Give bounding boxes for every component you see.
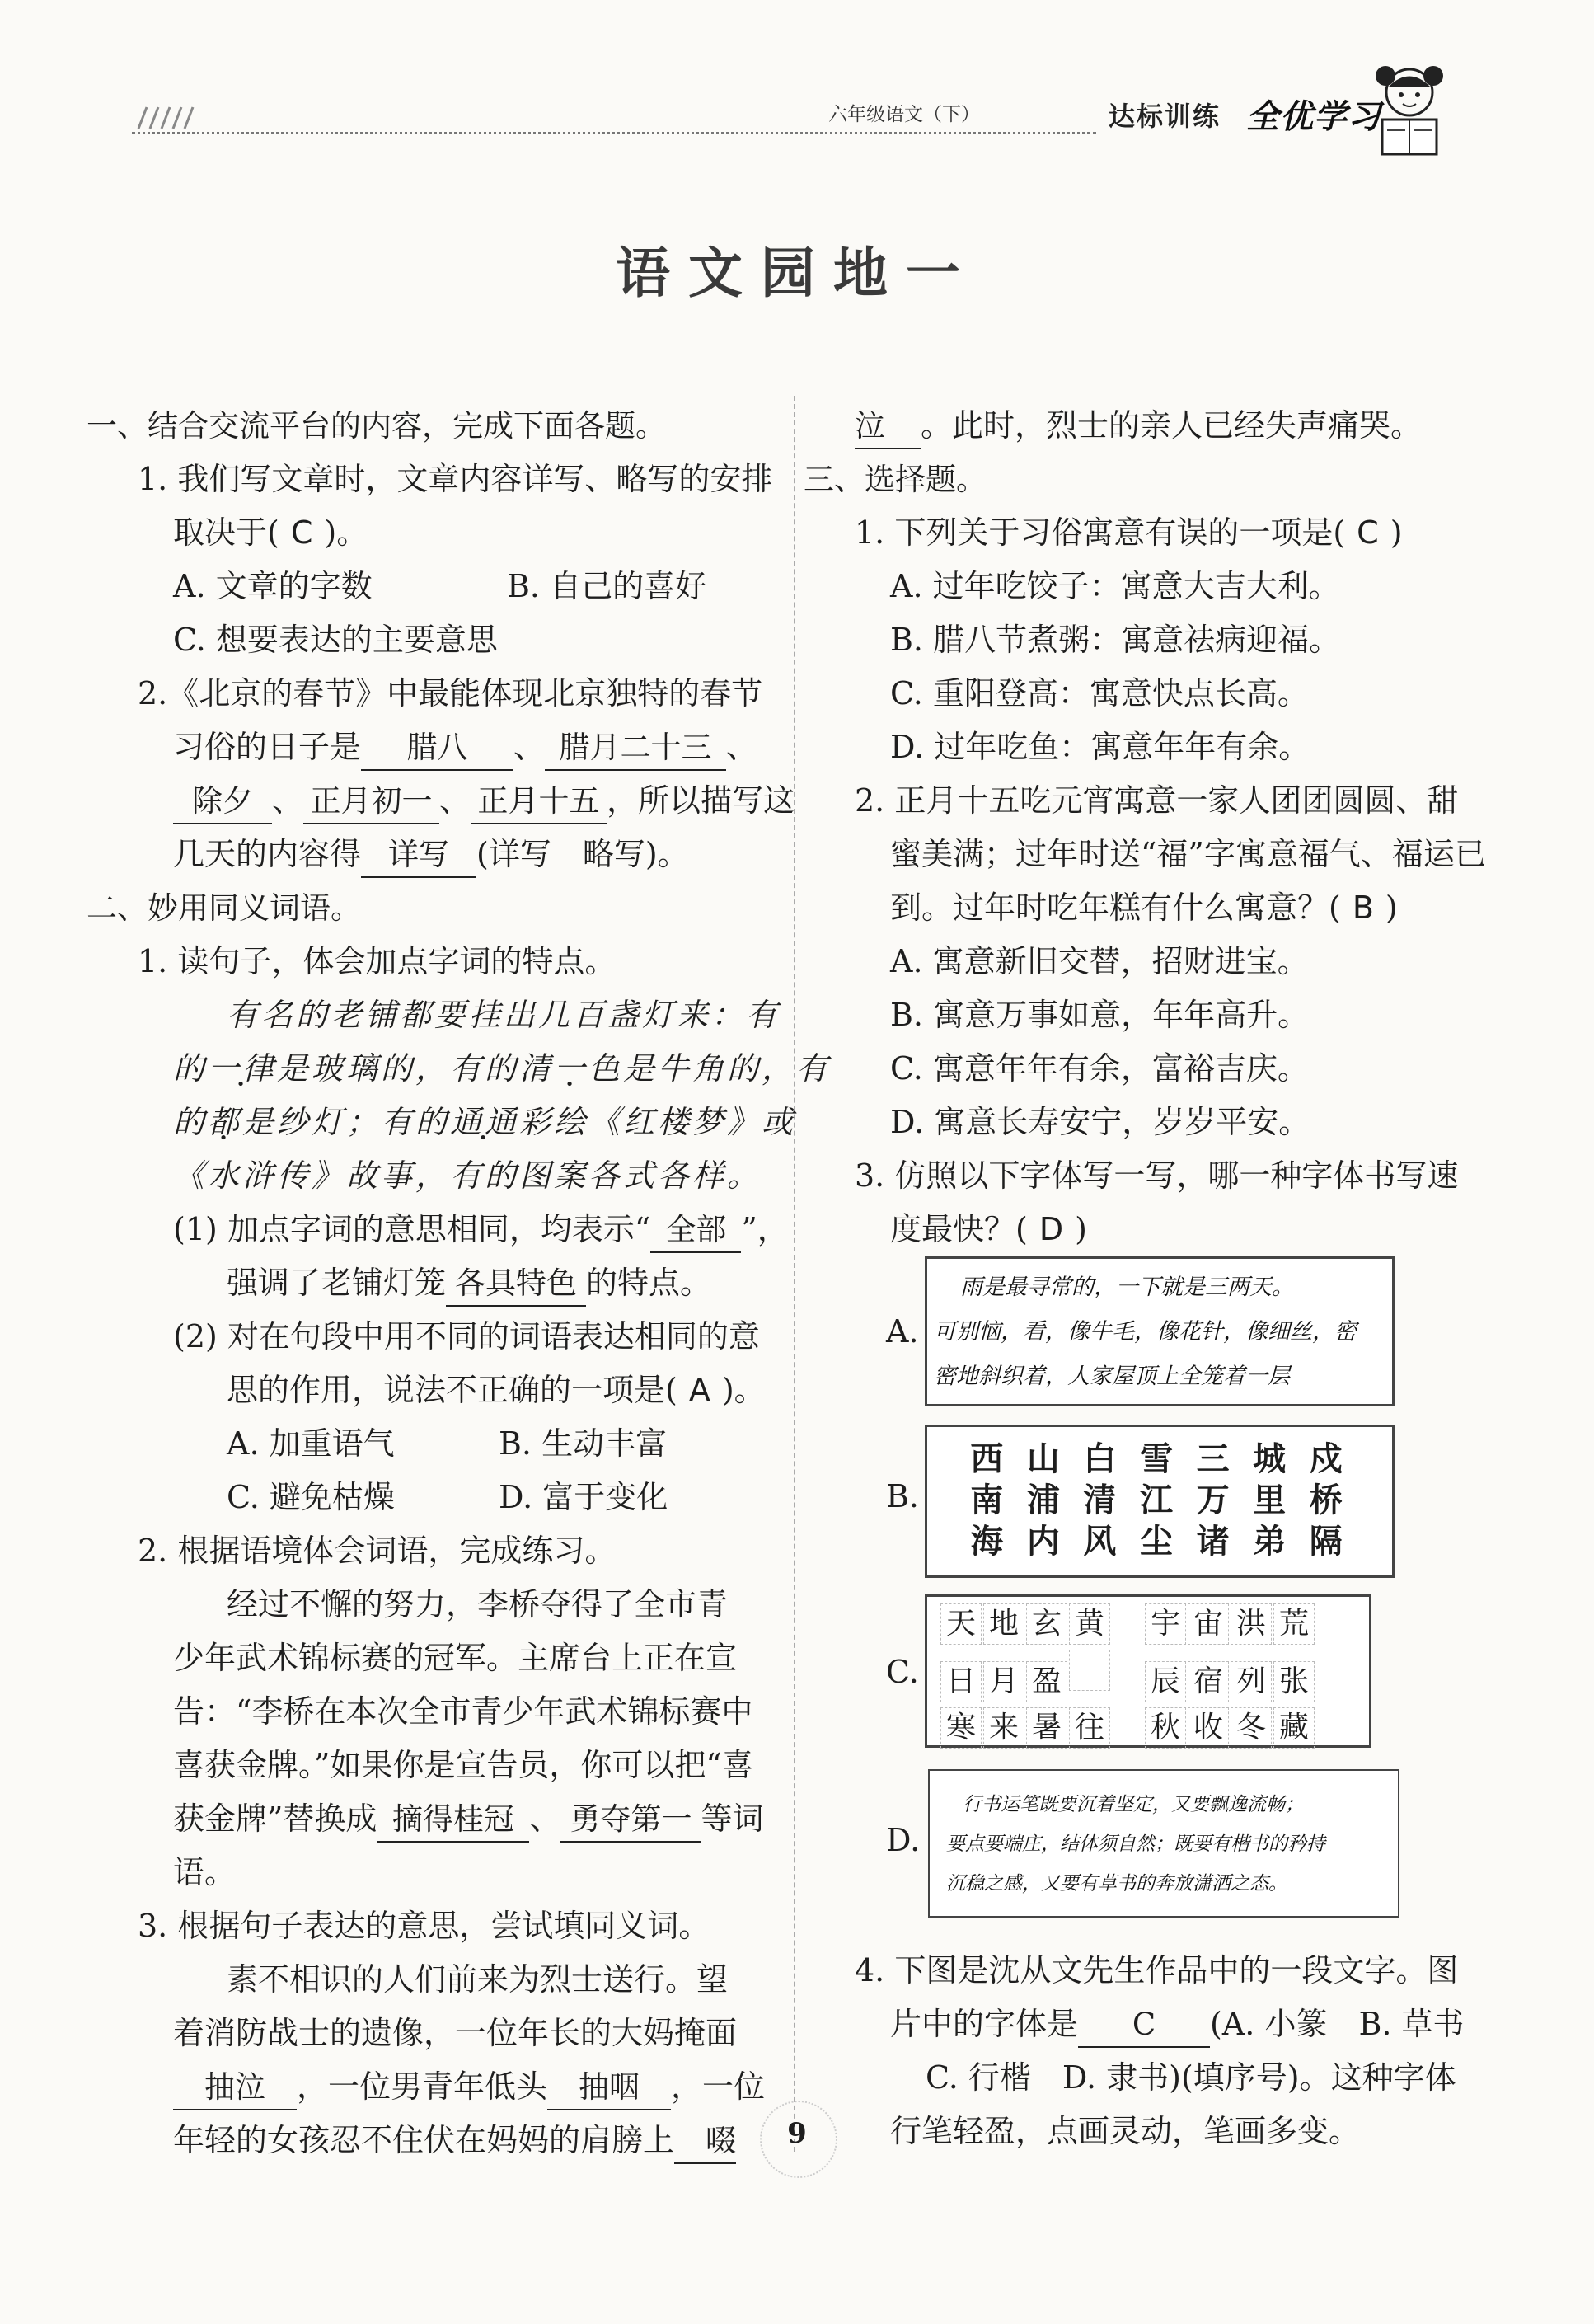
c1-option-c: C. 重阳登高：寓意快点长高。 [890, 675, 1309, 711]
sample-c-char: 宇 [1145, 1603, 1186, 1645]
header-subject: 六年级语文（下） [828, 104, 980, 125]
s2q2-title: 2. 根据语境体会词语，完成练习。 [138, 1533, 617, 1569]
sub1-text: (1) 加点字词的意思相同，均表示“ [173, 1211, 651, 1247]
c2-option-b: B. 寓意万事如意，年年高升。 [890, 997, 1310, 1033]
passage-text: 是玻璃的，有的 [277, 1050, 520, 1087]
sample-c-char: 宙 [1188, 1603, 1229, 1645]
sample-c-char: 玄 [1026, 1603, 1067, 1645]
section2-heading: 二、妙用同义词语。 [87, 890, 361, 926]
q2-line2: 习俗的日子是 腊八 、 腊月二十三 、 [87, 721, 783, 774]
sample-c-row [940, 1650, 1316, 1702]
s2q3-title: 3. 根据句子表达的意思，尝试填同义词。 [138, 1908, 710, 1944]
sample-b-char: 三 [1196, 1440, 1230, 1478]
sample-c-char: 寒 [940, 1707, 982, 1749]
sub1-line1 [87, 1203, 789, 1256]
sample-a-line2: 可别恼，看，像牛毛，像花针，像细丝，密 [934, 1319, 1357, 1345]
sample-b-char: 里 [1253, 1481, 1287, 1519]
q2-text-2: ，所以描写这 [607, 782, 795, 819]
c3-line1: 3. 仿照以下字体写一写，哪一种字体书写速 [855, 1157, 1459, 1194]
dotted-word-3: 都 [208, 1104, 243, 1140]
q2-blank-1: 腊八 [361, 726, 513, 771]
c2-line1: 2. 正月十五吃元宵寓意一家人团团圆圆、甜 [855, 782, 1459, 819]
sample-c-grid [940, 1603, 1316, 1754]
page-title: 语文园地一 [616, 242, 978, 305]
page-number: 9 [787, 2117, 807, 2150]
c2-line3 [804, 881, 1471, 935]
q2-text: 习俗的日子是 [173, 729, 362, 765]
q1-option-c: C. 想要表达的主要意思 [173, 622, 498, 658]
fill-line2: 着消防战士的遗像，一位年长的大妈掩面 [173, 2015, 738, 2051]
sample-b-char: 桥 [1309, 1481, 1343, 1519]
font-sample-d [928, 1769, 1399, 1918]
image-d-label: D. [886, 1822, 921, 1858]
passage-line1: 有名的老铺都要挂出几百盏灯来：有 [227, 997, 781, 1033]
c2-option-d: D. 寓意长寿安宁，岁岁平安。 [890, 1104, 1310, 1140]
q2-blank-6: 详写 [361, 833, 476, 878]
passage-text: 的 [173, 1050, 209, 1087]
sub1-line2 [87, 1256, 783, 1310]
passage-line2 [87, 1042, 832, 1096]
q1-answer: C [290, 514, 313, 551]
ctx-line2: 少年武术锦标赛的冠军。主席台上正在宣 [173, 1640, 738, 1676]
sub2-answer: A [688, 1372, 710, 1408]
c1-answer: C [1357, 514, 1379, 551]
ctx-line4: 喜获金牌。”如果你是宣告员，你可以把“喜 [173, 1747, 753, 1783]
c1-option-b: B. 腊八节煮粥：寓意祛病迎福。 [890, 622, 1341, 658]
sample-c-row [940, 1603, 1316, 1645]
c2-text: 到。过年时吃年糕有什么寓意？( [890, 890, 1341, 926]
dotted-word-2: 清一色 [519, 1050, 624, 1087]
sub2-option-c: C. 避免枯燥 [227, 1479, 395, 1515]
q1-option-a: A. 文章的字数 [173, 568, 373, 604]
sample-c-char [1069, 1650, 1110, 1691]
sub1-text-2: 强调了老铺灯笼 [227, 1265, 447, 1301]
q1-line2 [87, 506, 783, 560]
c2-answer: B [1352, 890, 1374, 926]
sample-a-line3: 密地斜织着，人家屋顶上全笼着一层 [934, 1364, 1290, 1389]
sample-c-char: 宿 [1188, 1661, 1229, 1702]
ctx-text: 获金牌”替换成 [173, 1801, 377, 1837]
sub2-option-a: A. 加重语气 [227, 1425, 395, 1462]
sample-c-char: 辰 [1145, 1661, 1186, 1702]
q2-text-4: (详写 略写)。 [476, 836, 689, 872]
fill-blank-3-cont: 泣 [855, 405, 921, 449]
sub2-options-ab [87, 1417, 783, 1471]
sub2-option-d: D. 富于变化 [499, 1479, 668, 1515]
sub1-text-end: ”， [741, 1211, 789, 1247]
sample-d-line2: 要点要端庄，结体须自然；既要有楷书的矜持 [946, 1833, 1325, 1855]
sample-b-char: 海 [970, 1523, 1004, 1561]
sample-c-char: 往 [1069, 1707, 1110, 1749]
sample-b-char: 西 [970, 1440, 1004, 1478]
right-column [804, 399, 1486, 1256]
section3-heading: 三、选择题。 [804, 462, 987, 497]
c4-text: 片中的字体是 [890, 2006, 1079, 2042]
q1-option-b: B. 自己的喜好 [507, 568, 707, 604]
sample-c-char: 秋 [1145, 1707, 1186, 1749]
fill-line1: 素不相识的人们前来为烈士送行。望 [227, 1961, 729, 1998]
sub1-blank-2: 各具特色 [446, 1262, 586, 1307]
sample-b-char: 风 [1083, 1523, 1117, 1561]
fill-text-end: ，一位 [671, 2068, 766, 2105]
sub2-text-end: )。 [721, 1372, 766, 1408]
sample-c-char: 月 [983, 1661, 1024, 1702]
c2-option-a: A. 寓意新旧交替，招财进宝。 [890, 943, 1309, 979]
sample-c-char: 盈 [1026, 1661, 1067, 1702]
q2-blank-5: 正月十五 [471, 780, 607, 824]
q2-blank-2: 腊月二十三 [545, 726, 726, 771]
page-header [0, 0, 1594, 165]
c4-line1: 4. 下图是沈从文先生作品中的一段文字。图 [855, 1952, 1459, 1988]
q2-blank-3: 除夕 [173, 780, 272, 824]
sample-c-char: 洪 [1231, 1603, 1272, 1645]
sample-b-char: 尘 [1139, 1523, 1173, 1561]
sample-b-char: 戍 [1309, 1440, 1343, 1478]
sub1-text-3: 的特点。 [586, 1265, 712, 1301]
q1-options-ab [87, 560, 783, 613]
sample-b-char: 清 [1083, 1481, 1117, 1519]
sample-c-char: 荒 [1273, 1603, 1315, 1645]
q2-line3: 除夕 、 正月初一 、 正月十五 ，所以描写这 [87, 774, 783, 828]
sample-c-char: 天 [940, 1603, 982, 1645]
sample-a-line1: 雨是最寻常的，一下就是三两天。 [960, 1275, 1294, 1300]
sample-c-char: 冬 [1231, 1707, 1272, 1749]
sample-b-char: 白 [1083, 1440, 1117, 1478]
q1-text-end: )。 [324, 514, 368, 551]
ctx-line6: 语。 [173, 1854, 237, 1890]
sample-b-char: 万 [1196, 1481, 1230, 1519]
sample-c-char: 暑 [1026, 1707, 1067, 1749]
section1-heading: 一、结合交流平台的内容，完成下面各题。 [87, 408, 666, 444]
sample-c-row [940, 1707, 1316, 1749]
fill-blank-3: 啜 [674, 2120, 736, 2164]
q2-line4 [87, 828, 783, 881]
sample-b-grid [959, 1439, 1354, 1562]
ctx-blank-2: 勇夺第一 [560, 1798, 701, 1843]
sub2-options-cd [87, 1471, 783, 1524]
ctx-line1: 经过不懈的努力，李桥夺得了全市青 [227, 1586, 729, 1622]
hatch-marks-icon [132, 106, 206, 130]
sample-b-char: 浦 [1026, 1481, 1060, 1519]
c2-option-c: C. 寓意年年有余，富裕吉庆。 [890, 1050, 1309, 1087]
column-divider [794, 396, 795, 2152]
c4-line3: C. 行楷 D. 隶书)(填序号)。这种字体 [926, 2059, 1456, 2096]
sub1-blank-1: 全部 [650, 1209, 741, 1253]
dotted-word-1: 一律 [208, 1050, 278, 1087]
passage-text: 是纱灯；有的 [242, 1104, 451, 1140]
q2-blank-4: 正月初一 [303, 780, 439, 824]
font-sample-b [925, 1425, 1395, 1578]
c3-answer: D [1038, 1211, 1064, 1247]
c1-text-end: ) [1390, 514, 1403, 551]
sample-b-char: 内 [1026, 1523, 1060, 1561]
sample-c-char: 日 [940, 1661, 982, 1702]
font-sample-a [925, 1256, 1395, 1406]
s2q1-title: 1. 读句子，体会加点字词的特点。 [138, 943, 617, 979]
c3-text-end: ) [1075, 1211, 1087, 1247]
q2-line1: 2.《北京的春节》中最能体现北京独特的春节 [138, 675, 763, 711]
fill-blank-1: 抽泣 [173, 2066, 297, 2110]
image-b-label: B. [886, 1478, 920, 1514]
c4-text-end: (A. 小篆 B. 草书 [1210, 2006, 1465, 2042]
sample-c-char: 列 [1231, 1661, 1272, 1702]
sub2-text: 思的作用，说法不正确的一项是( [227, 1372, 677, 1408]
fill-line3 [87, 2060, 783, 2114]
sample-c-char: 来 [983, 1707, 1024, 1749]
header-brand-logo: 全优学习 [1246, 97, 1381, 136]
sample-d-line3: 沉稳之感，又要有草书的奔放潇洒之态。 [946, 1873, 1287, 1894]
sample-b-char: 江 [1139, 1481, 1173, 1519]
c1-option-d: D. 过年吃鱼：寓意年年有余。 [890, 729, 1310, 765]
header-series: 达标训练 [1109, 101, 1221, 132]
sample-c-char: 黄 [1069, 1603, 1110, 1645]
passage-line4: 《水浒传》故事，有的图案各式各样。 [173, 1157, 762, 1194]
sub2-option-b: B. 生动丰富 [499, 1425, 668, 1462]
passage-text: 是牛角的，有 [623, 1050, 832, 1087]
c3-text: 度最快？( [890, 1211, 1028, 1247]
c1-line1 [804, 506, 1471, 560]
left-column [87, 399, 832, 2167]
c1-option-a: A. 过年吃饺子：寓意大吉大利。 [890, 568, 1340, 604]
c4-line4: 行笔轻盈，点画灵动，笔画多变。 [890, 2113, 1361, 2149]
sample-c-char: 收 [1188, 1707, 1229, 1749]
header-dotted-rule [132, 132, 1096, 134]
ctx-text-end: 等词 [701, 1801, 764, 1837]
passage-text: 彩绘《红楼梦》或 [519, 1104, 797, 1140]
c4-line2 [804, 1998, 1471, 2051]
reading-girl-mascot-icon [1364, 58, 1455, 165]
c2-line2: 蜜美满；过年时送“福”字寓意福气、福运已 [890, 836, 1486, 872]
sample-b-char: 弟 [1253, 1523, 1287, 1561]
dotted-word-4: 通通 [450, 1104, 520, 1140]
image-c-label: C. [886, 1654, 919, 1690]
q2-text-3: 几天的内容得 [173, 836, 362, 872]
fill-text: ，一位男青年低头 [297, 2068, 548, 2105]
c4-answer: C [1078, 2003, 1210, 2048]
font-sample-c [925, 1594, 1371, 1748]
c2-text-end: ) [1385, 890, 1398, 926]
c1-text: 1. 下列关于习俗寓意有误的一项是( [855, 514, 1346, 551]
sample-c-char: 地 [983, 1603, 1024, 1645]
sample-b-char: 南 [970, 1481, 1004, 1519]
passage-text: 的 [173, 1104, 209, 1140]
ctx-line5: 获金牌”替换成 摘得桂冠 、 勇夺第一 等词 [87, 1792, 783, 1846]
fill-blank-2: 抽咽 [547, 2066, 671, 2110]
fill-continuation [804, 399, 1471, 453]
sample-b-char: 诸 [1196, 1523, 1230, 1561]
ctx-blank-1: 摘得桂冠 [377, 1798, 529, 1843]
sample-b-char: 隔 [1309, 1523, 1343, 1561]
q1-line1: 1. 我们写文章时，文章内容详写、略写的安排 [138, 461, 773, 497]
ctx-line3: 告：“李桥在本次全市青少年武术锦标赛中 [173, 1693, 753, 1730]
sample-d-line1: 行书运笔既要沉着坚定，又要飘逸流畅； [963, 1794, 1304, 1815]
passage-line3 [87, 1096, 797, 1149]
image-a-label: A. [886, 1313, 919, 1350]
sample-b-char: 山 [1026, 1440, 1060, 1478]
sample-b-char: 雪 [1139, 1440, 1173, 1478]
fill-text-3: 。此时，烈士的亲人已经失声痛哭。 [921, 407, 1423, 444]
fill-text-2: 年轻的女孩忍不住伏在妈妈的肩膀上 [173, 2122, 675, 2158]
sub2-line1: (2) 对在句段中用不同的词语表达相同的意 [173, 1318, 760, 1354]
sample-c-char: 张 [1273, 1661, 1315, 1702]
sample-b-char: 城 [1253, 1440, 1287, 1478]
c3-line2 [804, 1203, 1471, 1256]
sub2-line2 [87, 1364, 783, 1417]
q1-text: 取决于( [173, 514, 279, 551]
sample-c-char: 藏 [1273, 1707, 1315, 1749]
